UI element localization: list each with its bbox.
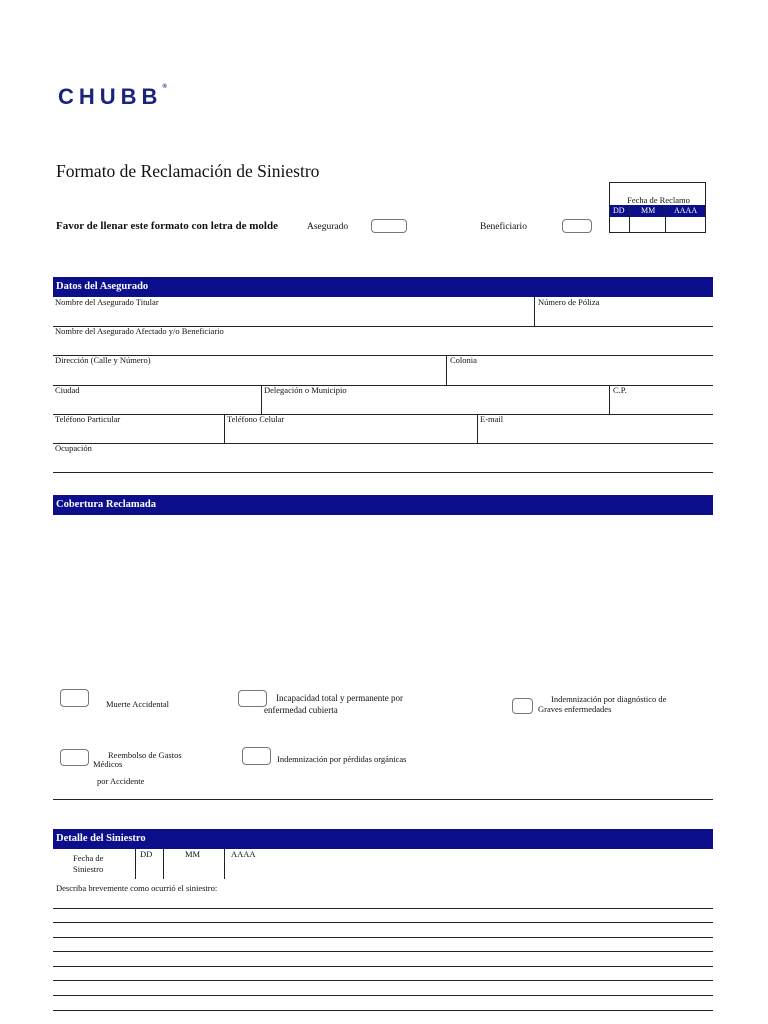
fecha-reclamo-dd: DD bbox=[613, 206, 625, 215]
fecha-reclamo-mm: MM bbox=[641, 206, 656, 215]
label-ocupacion: Ocupación bbox=[55, 443, 92, 453]
incapacidad-checkbox[interactable] bbox=[238, 690, 267, 707]
fecha-siniestro-mm: MM bbox=[185, 849, 201, 859]
fecha-reclamo-dd-input[interactable] bbox=[611, 218, 628, 232]
label-nombre-afectado: Nombre del Asegurado Afectado y/o Beneficiario bbox=[55, 326, 224, 336]
divider bbox=[534, 297, 535, 326]
fecha-reclamo-aaaa: AAAA bbox=[674, 206, 698, 215]
ciudad-field[interactable] bbox=[53, 395, 260, 413]
fecha-siniestro-dd: DD bbox=[140, 849, 153, 859]
reembolso-label-3: por Accidente bbox=[97, 776, 145, 786]
row-line bbox=[53, 414, 713, 415]
incapacidad-label-2: enfermedad cubierta bbox=[264, 705, 338, 715]
asegurado-checkbox[interactable] bbox=[371, 219, 407, 233]
graves-label-2: Graves enfermedades bbox=[538, 704, 612, 714]
direccion-field[interactable] bbox=[53, 365, 445, 384]
graves-label-1: Indemnización por diagnóstico de bbox=[551, 694, 667, 704]
divider bbox=[224, 414, 225, 443]
graves-enfermedades-checkbox[interactable] bbox=[512, 698, 533, 714]
fecha-reclamo-mm-input[interactable] bbox=[631, 218, 664, 232]
beneficiario-checkbox[interactable] bbox=[562, 219, 592, 233]
writing-line bbox=[53, 995, 713, 996]
label-delegacion: Delegación o Municipio bbox=[264, 385, 347, 395]
fecha-siniestro-aaaa-input[interactable] bbox=[225, 860, 265, 878]
section-header-cobertura: Cobertura Reclamada bbox=[53, 495, 713, 515]
label-cp: C.P. bbox=[613, 385, 627, 395]
delegacion-field[interactable] bbox=[263, 395, 608, 413]
fecha-siniestro-dd-input[interactable] bbox=[136, 860, 162, 878]
label-email: E-mail bbox=[480, 414, 504, 424]
section-header-datos-asegurado: Datos del Asegurado bbox=[53, 277, 713, 297]
reembolso-label-1: Reembolso de Gastos bbox=[108, 750, 182, 760]
writing-line bbox=[53, 908, 713, 909]
divider bbox=[261, 385, 262, 414]
fecha-siniestro-mm-input[interactable] bbox=[164, 860, 223, 878]
incapacidad-label-1: Incapacidad total y permanente por bbox=[276, 693, 403, 703]
ocupacion-field[interactable] bbox=[53, 453, 713, 471]
row-line bbox=[53, 443, 713, 444]
instructions-text: Favor de llenar este formato con letra de molde bbox=[56, 220, 278, 232]
writing-line bbox=[53, 966, 713, 967]
divider bbox=[446, 355, 447, 385]
muerte-accidental-label: Muerte Accidental bbox=[106, 699, 170, 709]
email-field[interactable] bbox=[479, 424, 712, 442]
telefono-particular-field[interactable] bbox=[53, 424, 223, 442]
perdidas-organicas-checkbox[interactable] bbox=[242, 747, 271, 765]
label-nombre-titular: Nombre del Asegurado Titular bbox=[55, 297, 159, 307]
label-ciudad: Ciudad bbox=[55, 385, 80, 395]
beneficiario-label: Beneficiario bbox=[480, 222, 527, 232]
page-title: Formato de Reclamación de Siniestro bbox=[56, 161, 320, 181]
writing-line bbox=[53, 1010, 713, 1011]
fecha-reclamo-title: Fecha de Reclamo bbox=[627, 195, 690, 205]
fecha-siniestro-label-2: Siniestro bbox=[73, 864, 104, 874]
label-telefono-celular: Teléfono Celular bbox=[227, 414, 285, 424]
fecha-reclamo-header bbox=[610, 205, 705, 217]
numero-poliza-field[interactable] bbox=[536, 307, 712, 325]
fecha-reclamo-box bbox=[609, 182, 706, 233]
chubb-logo: CHUBB® bbox=[58, 83, 167, 109]
row-line bbox=[53, 472, 713, 473]
label-numero-poliza: Número de Póliza bbox=[538, 297, 600, 307]
writing-line bbox=[53, 951, 713, 952]
nombre-afectado-field[interactable] bbox=[53, 336, 713, 354]
divider bbox=[477, 414, 478, 443]
section-bottom-line bbox=[53, 799, 713, 800]
perdidas-organicas-label: Indemnización por pérdidas orgánicas bbox=[277, 754, 407, 764]
cp-field[interactable] bbox=[611, 395, 712, 413]
divider bbox=[665, 205, 666, 233]
writing-line bbox=[53, 937, 713, 938]
writing-line bbox=[53, 980, 713, 981]
muerte-accidental-checkbox[interactable] bbox=[60, 689, 89, 707]
telefono-celular-field[interactable] bbox=[226, 424, 476, 442]
row-line bbox=[53, 355, 713, 356]
asegurado-label: Asegurado bbox=[307, 222, 349, 232]
fecha-siniestro-label-1: Fecha de bbox=[73, 853, 104, 863]
reembolso-label-2: Médicos bbox=[93, 759, 123, 769]
label-colonia: Colonia bbox=[450, 355, 477, 365]
label-direccion: Dirección (Calle y Número) bbox=[55, 355, 151, 365]
fecha-siniestro-aaaa: AAAA bbox=[231, 849, 256, 859]
colonia-field[interactable] bbox=[448, 365, 712, 384]
fecha-reclamo-aaaa-input[interactable] bbox=[667, 218, 704, 232]
label-telefono-particular: Teléfono Particular bbox=[55, 414, 121, 424]
writing-line bbox=[53, 922, 713, 923]
reembolso-checkbox[interactable] bbox=[60, 749, 89, 766]
divider bbox=[629, 205, 630, 233]
nombre-titular-field[interactable] bbox=[53, 307, 533, 325]
divider bbox=[609, 385, 610, 414]
section-header-detalle: Detalle del Siniestro bbox=[53, 829, 713, 849]
describa-label: Describa brevemente como ocurrió el siniestro: bbox=[56, 883, 218, 893]
